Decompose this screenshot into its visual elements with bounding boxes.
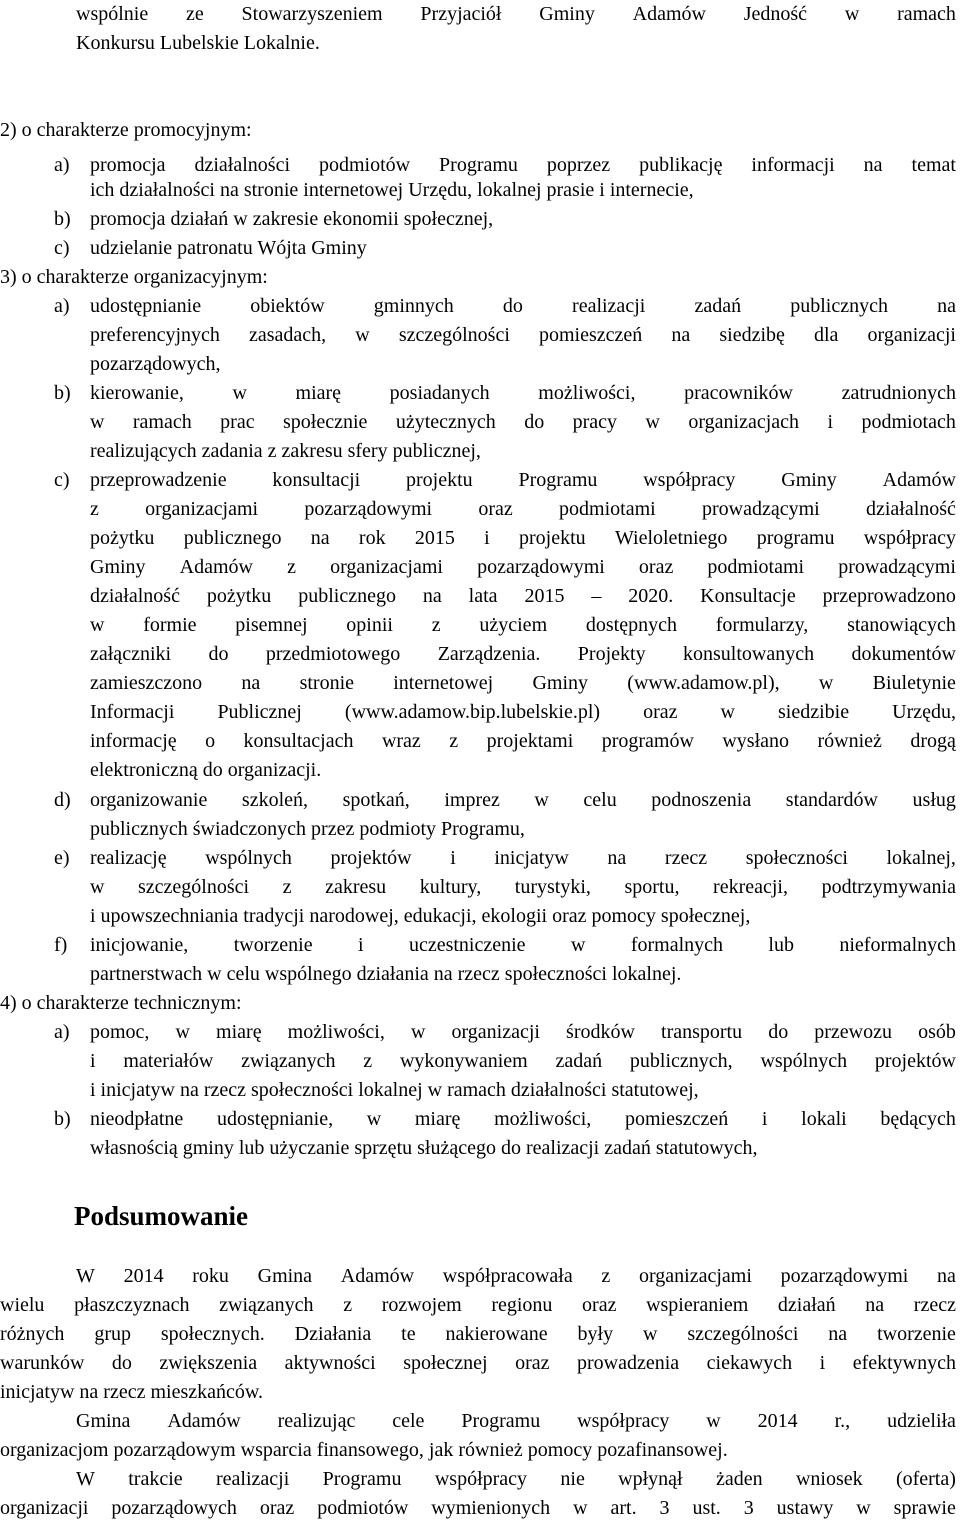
- text-line: organizacjom pozarządowym wsparcia finansowego, jak również pomocy pozafinansowej.: [0, 1439, 728, 1461]
- text-line: przeprowadzenie konsultacji projektu Programu współpracy Gminy Adamów: [90, 469, 956, 491]
- text-line: partnerstwach w celu wspólnego działania na rzecz społeczności lokalnej.: [90, 963, 682, 985]
- item-label: c): [54, 237, 70, 259]
- text-line: nieodpłatne udostępnianie, w miarę możliwości, pomieszczeń i lokali będących: [90, 1108, 956, 1130]
- text-line: organizowanie szkoleń, spotkań, imprez w celu podnoszenia standardów usług: [90, 789, 956, 811]
- text-line: zamieszczono na stronie internetowej Gminy (www.adamow.pl), w Biuletynie: [90, 672, 956, 694]
- item-label: e): [54, 847, 70, 869]
- text-line: działalność pożytku publicznego na lata 2015 – 2020. Konsultacje przeprowadzono: [90, 585, 956, 607]
- text-line: elektroniczną do organizacji.: [90, 759, 322, 781]
- text-line: publicznych świadczonych przez podmioty Programu,: [90, 818, 525, 840]
- item-label: f): [54, 934, 68, 956]
- text-line: Gminy Adamów z organizacjami pozarządowymi oraz podmiotami prowadzącymi: [90, 556, 956, 578]
- text-line: z organizacjami pozarządowymi oraz podmiotami prowadzącymi działalność: [90, 498, 956, 520]
- text-line: warunków do zwiększenia aktywności społecznej oraz prowadzenia ciekawych i efektywnych: [0, 1352, 956, 1374]
- text-line: w formie pisemnej opinii z użyciem dostępnych formularzy, stanowiących: [90, 614, 956, 636]
- text-line: wielu płaszczyznach związanych z rozwojem regionu oraz wspieraniem działań na rzecz: [0, 1294, 956, 1316]
- text-line: Konkursu Lubelskie Lokalnie.: [76, 32, 320, 54]
- text-line: promocja działalności podmiotów Programu poprzez publikację informacji na temat: [90, 154, 956, 176]
- text-line: informację o konsultacjach wraz z projektami programów wysłano również drogą: [90, 730, 956, 752]
- text-line: i materiałów związanych z wykonywaniem zadań publicznych, wspólnych projektów: [90, 1050, 956, 1072]
- text-line: pomoc, w miarę możliwości, w organizacji środków transportu do przewozu osób: [90, 1021, 956, 1043]
- item-label: d): [54, 789, 71, 811]
- section-heading: 4) o charakterze technicznym:: [0, 992, 242, 1014]
- text-line: W 2014 roku Gmina Adamów współpracowała z organizacjami pozarządowymi na: [76, 1265, 956, 1287]
- item-label: b): [54, 382, 71, 404]
- text-line: i upowszechniania tradycji narodowej, edukacji, ekologii oraz pomocy społecznej,: [90, 905, 751, 927]
- text-line: Informacji Publicznej (www.adamow.bip.lubelskie.pl) oraz w siedzibie Urzędu,: [90, 701, 956, 723]
- item-label: b): [54, 1108, 71, 1130]
- text-line: inicjatyw na rzecz mieszkańców.: [0, 1381, 264, 1403]
- text-line: w ramach prac społecznie użytecznych do pracy w organizacjach i podmiotach: [90, 411, 956, 433]
- text-line: inicjowanie, tworzenie i uczestniczenie w formalnych lub nieformalnych: [90, 934, 956, 956]
- text-line: udzielanie patronatu Wójta Gminy: [90, 237, 367, 259]
- item-label: c): [54, 469, 70, 491]
- text-line: własnością gminy lub użyczanie sprzętu służącego do realizacji zadań statutowych,: [90, 1137, 758, 1159]
- summary-heading: Podsumowanie: [74, 1201, 249, 1231]
- text-line: załączniki do przedmiotowego Zarządzenia. Projekty konsultowanych dokumentów: [90, 643, 956, 665]
- text-line: pozarządowych,: [90, 353, 221, 375]
- text-line: w szczególności z zakresu kultury, turystyki, sportu, rekreacji, podtrzymywania: [90, 876, 956, 898]
- text-line: realizację wspólnych projektów i inicjatyw na rzecz społeczności lokalnej,: [90, 847, 956, 869]
- item-label: a): [54, 154, 70, 176]
- text-line: realizujących zadania z zakresu sfery publicznej,: [90, 440, 481, 462]
- text-line: W trakcie realizacji Programu współpracy nie wpłynął żaden wniosek (oferta): [76, 1468, 956, 1490]
- text-line: wspólnie ze Stowarzyszeniem Przyjaciół Gminy Adamów Jedność w ramach: [76, 3, 956, 25]
- text-line: preferencyjnych zasadach, w szczególności pomieszczeń na siedzibę dla organizacji: [90, 324, 956, 346]
- text-line: organizacji pozarządowych oraz podmiotów wymienionych w art. 3 ust. 3 ustawy w sprawie: [0, 1497, 956, 1519]
- text-line: różnych grup społecznych. Działania te nakierowane były w szczególności na tworzenie: [0, 1323, 956, 1345]
- text-line: pożytku publicznego na rok 2015 i projektu Wieloletniego programu współpracy: [90, 527, 956, 549]
- text-line: kierowanie, w miarę posiadanych możliwości, pracowników zatrudnionych: [90, 382, 956, 404]
- text-line: promocja działań w zakresie ekonomii społecznej,: [90, 208, 494, 230]
- item-label: a): [54, 295, 70, 317]
- section-heading: 2) o charakterze promocyjnym:: [0, 119, 252, 141]
- section-heading: 3) o charakterze organizacyjnym:: [0, 266, 268, 288]
- item-label: b): [54, 208, 71, 230]
- text-line: udostępnianie obiektów gminnych do realizacji zadań publicznych na: [90, 295, 956, 317]
- item-label: a): [54, 1021, 70, 1043]
- text-line: i inicjatyw na rzecz społeczności lokalnej w ramach działalności statutowej,: [90, 1079, 699, 1101]
- text-line: ich działalności na stronie internetowej Urzędu, lokalnej prasie i internecie,: [90, 179, 694, 201]
- text-line: Gmina Adamów realizując cele Programu współpracy w 2014 r., udzieliła: [76, 1410, 956, 1432]
